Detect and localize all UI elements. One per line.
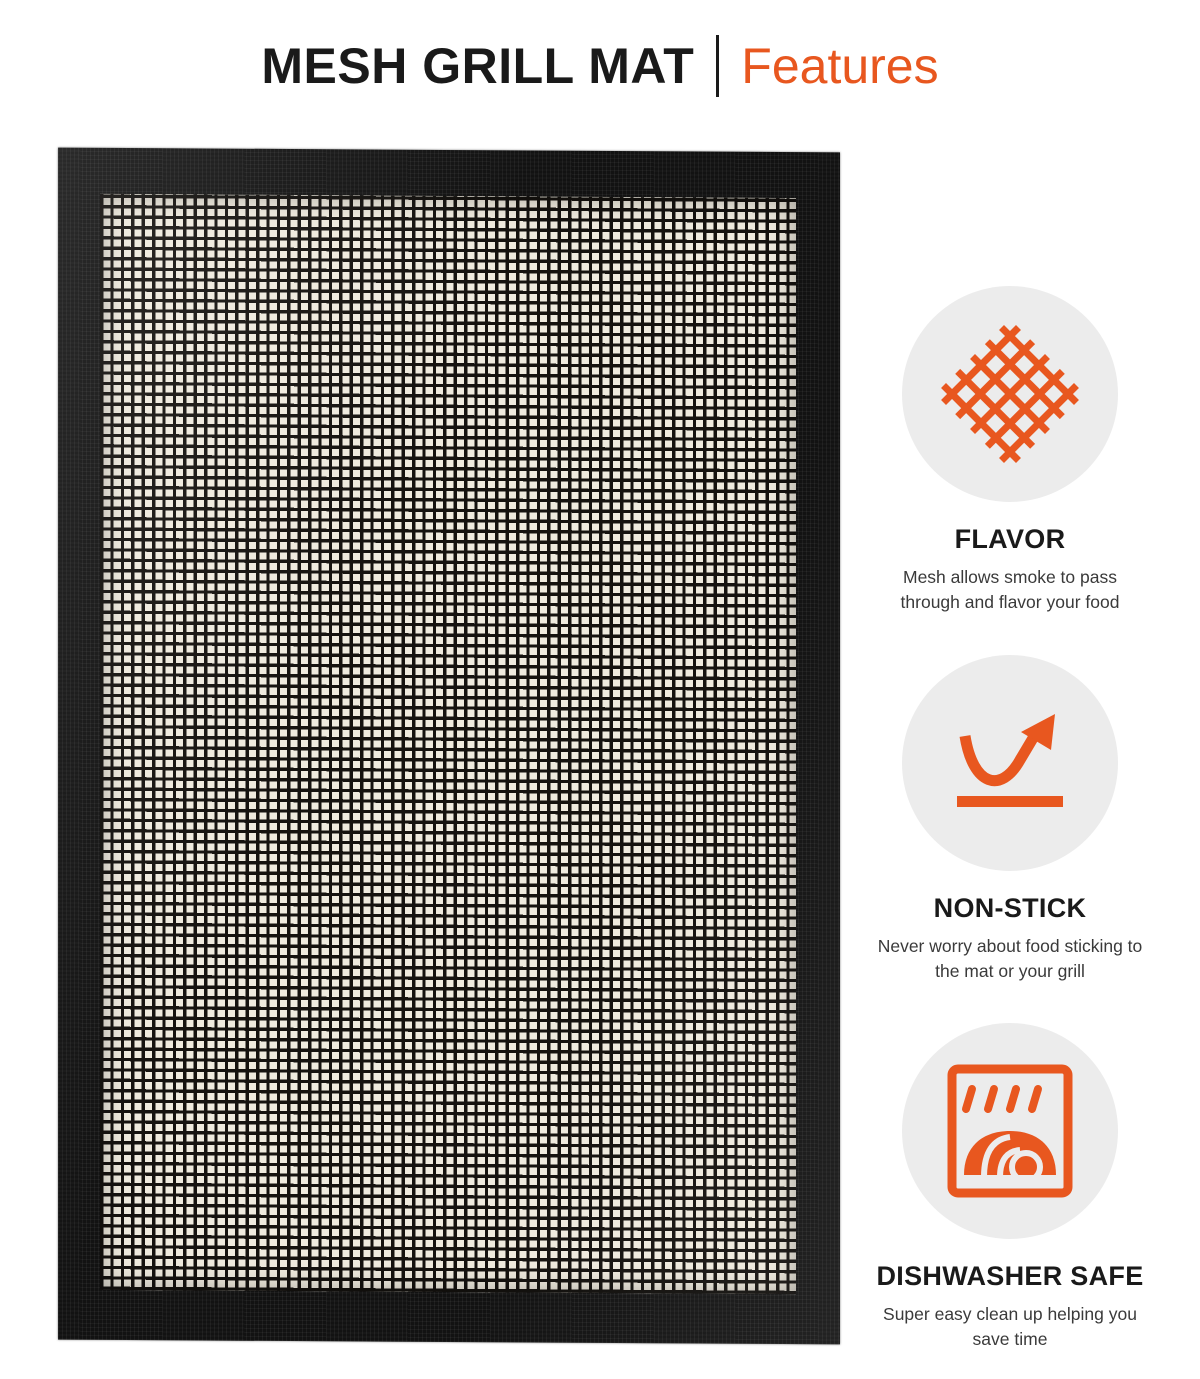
- feature-icon-background: [902, 655, 1118, 871]
- content-area: [0, 118, 1200, 1379]
- feature-description: Never worry about food sticking to the mat or your grill: [877, 935, 1143, 981]
- feature-title: NON-STICK: [933, 892, 1087, 923]
- title-divider: [716, 35, 719, 97]
- feature-title: FLAVOR: [954, 524, 1066, 554]
- page-title: MESH GRILL MAT: [261, 38, 695, 94]
- page-title-accent: Features: [741, 38, 939, 94]
- feature-item-flavor: [860, 286, 1160, 615]
- grill-mat-mesh-surface: [100, 194, 796, 1294]
- feature-icon-background: [902, 286, 1118, 502]
- feature-description: Super easy clean up helping you save time: [883, 1304, 1137, 1350]
- feature-item-dishwasher-safe: [860, 1023, 1160, 1352]
- feature-list: [860, 286, 1160, 1352]
- product-image: [58, 150, 840, 1342]
- woven-mesh-icon: [935, 319, 1085, 469]
- dishwasher-icon: [934, 1055, 1086, 1207]
- feature-title: DISHWASHER SAFE: [876, 1261, 1144, 1292]
- feature-description: Mesh allows smoke to pass through and flavor your food: [900, 567, 1120, 612]
- feature-item-non-stick: [860, 655, 1160, 984]
- feature-icon-background: [902, 1023, 1118, 1239]
- page-header: [0, 0, 1200, 118]
- grill-mat-border: [58, 148, 840, 1345]
- non-stick-arrow-icon: [935, 688, 1085, 838]
